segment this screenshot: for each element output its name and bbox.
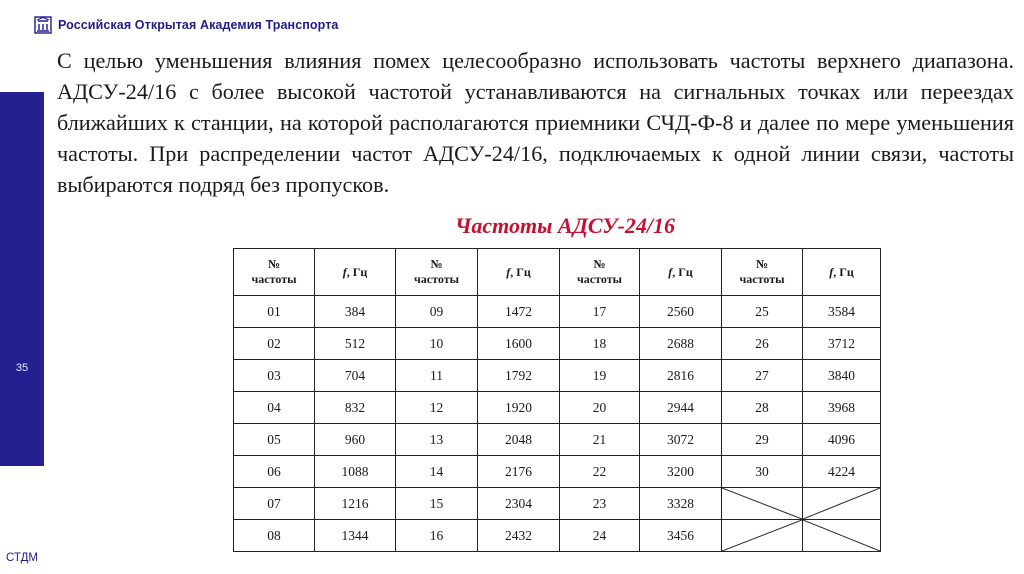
frequency-value-cell: 2816 [640,360,722,392]
header-number-label: № [755,257,769,271]
header-frequency-symbol: f [668,264,673,279]
frequency-value-cell: 3456 [640,520,722,552]
header-number-label: № [430,257,443,271]
frequency-number-cell: 21 [560,424,640,456]
brand-name: Российская Открытая Академия Транспорта [58,18,339,32]
frequency-value-cell: 3840 [803,360,881,392]
frequency-value-cell: 3712 [803,328,881,360]
frequency-value-cell: 3072 [640,424,722,456]
frequency-number-cell: 29 [722,424,803,456]
header-number-sublabel: частоты [577,272,622,286]
header-frequency-cell [640,249,722,296]
table-row [234,360,881,392]
frequency-number-cell: 22 [560,456,640,488]
frequency-value-cell: 2560 [640,296,722,328]
header-frequency-symbol: f [342,264,347,279]
header-frequency-cell [315,249,396,296]
frequency-number-cell: 19 [560,360,640,392]
table-header-row [234,249,881,296]
frequency-number-cell: 25 [722,296,803,328]
header-frequency-cell [803,249,881,296]
frequency-value-cell: 2304 [478,488,560,520]
cross-mark-icon [803,520,880,551]
frequency-value-cell: 3968 [803,392,881,424]
frequency-number-cell: 01 [234,296,315,328]
table-row [234,392,881,424]
frequency-number-cell: 24 [560,520,640,552]
frequency-value-cell: 3328 [640,488,722,520]
frequency-number-cell: 02 [234,328,315,360]
header [34,14,338,36]
header-frequency-unit: , Гц [510,264,531,279]
table-row [234,456,881,488]
table-row [234,520,881,552]
sidebar-bar [0,92,44,466]
table-row [234,424,881,456]
frequency-number-cell: 13 [396,424,478,456]
header-number-sublabel: частоты [251,272,297,286]
academy-logo-icon [34,15,52,35]
crossed-out-cell [803,488,881,520]
frequency-value-cell: 4096 [803,424,881,456]
table-row [234,328,881,360]
frequency-value-cell: 1472 [478,296,560,328]
frequency-number-cell: 15 [396,488,478,520]
frequency-value-cell: 704 [315,360,396,392]
header-frequency-unit: , Гц [672,264,693,279]
header-number-cell [722,249,803,296]
footer-label: СТДМ [6,552,38,564]
header-number-label: № [267,257,281,271]
page-number: 35 [15,362,29,374]
frequency-value-cell: 2432 [478,520,560,552]
header-number-sublabel: частоты [739,272,785,286]
frequency-value-cell: 2176 [478,456,560,488]
frequency-value-cell: 960 [315,424,396,456]
frequency-value-cell: 1216 [315,488,396,520]
frequency-value-cell: 3584 [803,296,881,328]
crossed-out-cell [722,488,803,520]
frequency-number-cell: 05 [234,424,315,456]
frequency-number-cell: 28 [722,392,803,424]
frequency-value-cell: 1600 [478,328,560,360]
frequency-number-cell: 23 [560,488,640,520]
frequency-number-cell: 07 [234,488,315,520]
frequency-number-cell: 27 [722,360,803,392]
frequency-number-cell: 09 [396,296,478,328]
frequency-number-cell: 06 [234,456,315,488]
frequency-value-cell: 384 [315,296,396,328]
header-frequency-unit: , Гц [833,264,854,279]
cross-mark-icon [722,520,802,551]
header-number-cell [234,249,315,296]
frequency-value-cell: 832 [315,392,396,424]
frequency-number-cell: 03 [234,360,315,392]
frequency-number-cell: 26 [722,328,803,360]
header-frequency-unit: , Гц [346,264,368,279]
frequency-value-cell: 3200 [640,456,722,488]
frequency-value-cell: 1920 [478,392,560,424]
header-frequency-symbol: f [829,264,834,279]
frequency-value-cell: 1344 [315,520,396,552]
frequency-number-cell: 08 [234,520,315,552]
header-frequency-cell [478,249,560,296]
header-frequency-symbol: f [506,264,511,279]
cross-mark-icon [803,488,880,519]
header-number-label: № [593,257,606,271]
crossed-out-cell [722,520,803,552]
frequency-number-cell: 11 [396,360,478,392]
frequency-number-cell: 10 [396,328,478,360]
table-row [234,488,881,520]
frequency-value-cell: 2944 [640,392,722,424]
header-number-cell [560,249,640,296]
frequency-value-cell: 2048 [478,424,560,456]
frequency-number-cell: 17 [560,296,640,328]
crossed-out-cell [803,520,881,552]
header-number-cell [396,249,478,296]
frequency-value-cell: 1792 [478,360,560,392]
frequency-value-cell: 4224 [803,456,881,488]
frequency-number-cell: 20 [560,392,640,424]
frequency-number-cell: 18 [560,328,640,360]
cross-mark-icon [722,488,802,519]
frequency-number-cell: 14 [396,456,478,488]
body-text: С целью уменьшения влияния помех целесообразно использовать частоты верхнего диапазона. АДСУ-24/16 с более высокой частотой устанавливаются на сигнальных точках или переездах ближайших к станции, на которой располагаются приемники СЧД-Ф-8 и далее по мере уменьшения частоты. При распределении частот АДСУ-24/16, подключаемых к одной линии связи, частоты выбираются подряд без пропусков. [57,48,1014,197]
frequency-number-cell: 30 [722,456,803,488]
frequency-value-cell: 2688 [640,328,722,360]
table-title: Частоты АДСУ-24/16 [454,213,676,238]
frequency-value-cell: 512 [315,328,396,360]
frequency-number-cell: 16 [396,520,478,552]
frequency-table [233,248,881,552]
frequency-number-cell: 12 [396,392,478,424]
header-number-sublabel: частоты [414,272,459,286]
frequency-value-cell: 1088 [315,456,396,488]
table-row [234,296,881,328]
table-body [234,296,881,552]
frequency-number-cell: 04 [234,392,315,424]
